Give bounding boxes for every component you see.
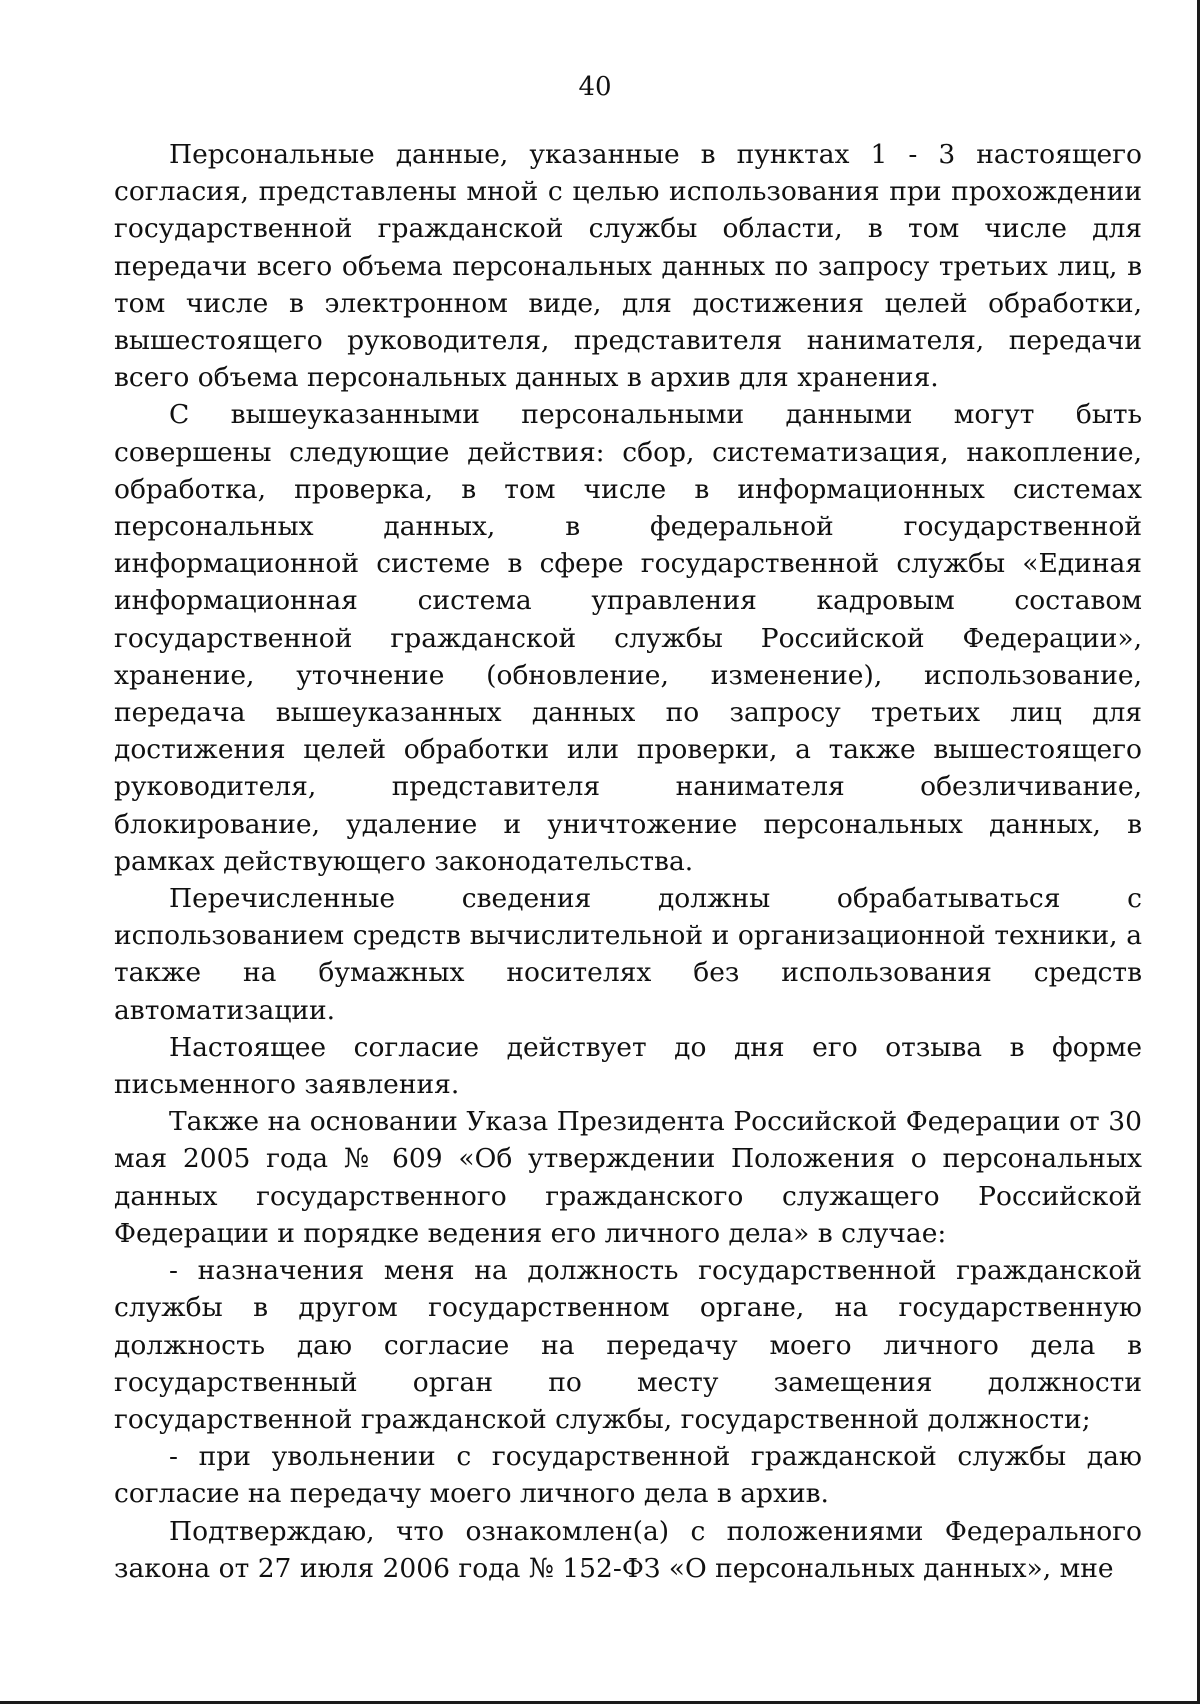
paragraph-transfer-on-dismissal: - при увольнении с государственной гражданской службы даю согласие на передачу моего личного дела в архив. [114, 1441, 1142, 1510]
paragraph-transfer-on-appointment: - назначения меня на должность государственной гражданской службы в другом государственном органе, на государственную должность даю согласие на передачу моего личного дела в государственный орган по месту замещения должности государственной гражданской службы, государственной должности; [114, 1255, 1142, 1435]
paragraph-personal-data-purpose: Персональные данные, указанные в пунктах 1 - 3 настоящего согласия, представлены мной с целью использования при прохождении государственной гражданской службы области, в том числе для передачи всего объема персональных данных по запросу третьих лиц, в том числе в электронном виде, для достижения целей обработки, вышестоящего руководителя, представителя нанимателя, передачи всего объема персональных данных в архив для хранения. [114, 139, 1142, 394]
paragraph-consent-validity: Настоящее согласие действует до дня его отзыва в форме письменного заявления. [114, 1031, 1142, 1101]
page-number: 40 [578, 72, 612, 102]
paragraph-acknowledgement: Подтверждаю, что ознакомлен(а) с положениями Федерального закона от 27 июля 2006 года № 152-ФЗ «О персональных данных», мне [114, 1515, 1142, 1584]
paragraph-presidential-decree: Также на основании Указа Президента Российской Федерации от 30 мая 2005 года № 609 «Об утверждении Положения о персональных данных государственного гражданского служащего Российской Федерации и порядке ведения его личного дела» в случае: [114, 1106, 1142, 1249]
paragraph-permitted-actions: С вышеуказанными персональными данными могут быть совершены следующие действия: сбор, систематизация, накопление, обработка, проверка, в том числе в информационных системах персональных данных, в федеральной государственной информационной системе в сфере государственной службы «Единая информационная система управления кадровым составом государственной гражданской службы Российской Федерации», хранение, уточнение (обновление, изменение), использование, передача вышеуказанных данных по запросу третьих лиц для достижения целей обработки или проверки, а также вышестоящего руководителя, представителя нанимателя обезличивание, блокирование, удаление и уничтожение персональных данных, в рамках действующего законодательства. [114, 399, 1142, 877]
paragraph-processing-means: Перечисленные сведения должны обрабатываться с использованием средств вычислительной и организационной техники, а также на бумажных носителях без использования средств автоматизации. [114, 883, 1142, 1026]
document-body [114, 136, 1142, 1587]
